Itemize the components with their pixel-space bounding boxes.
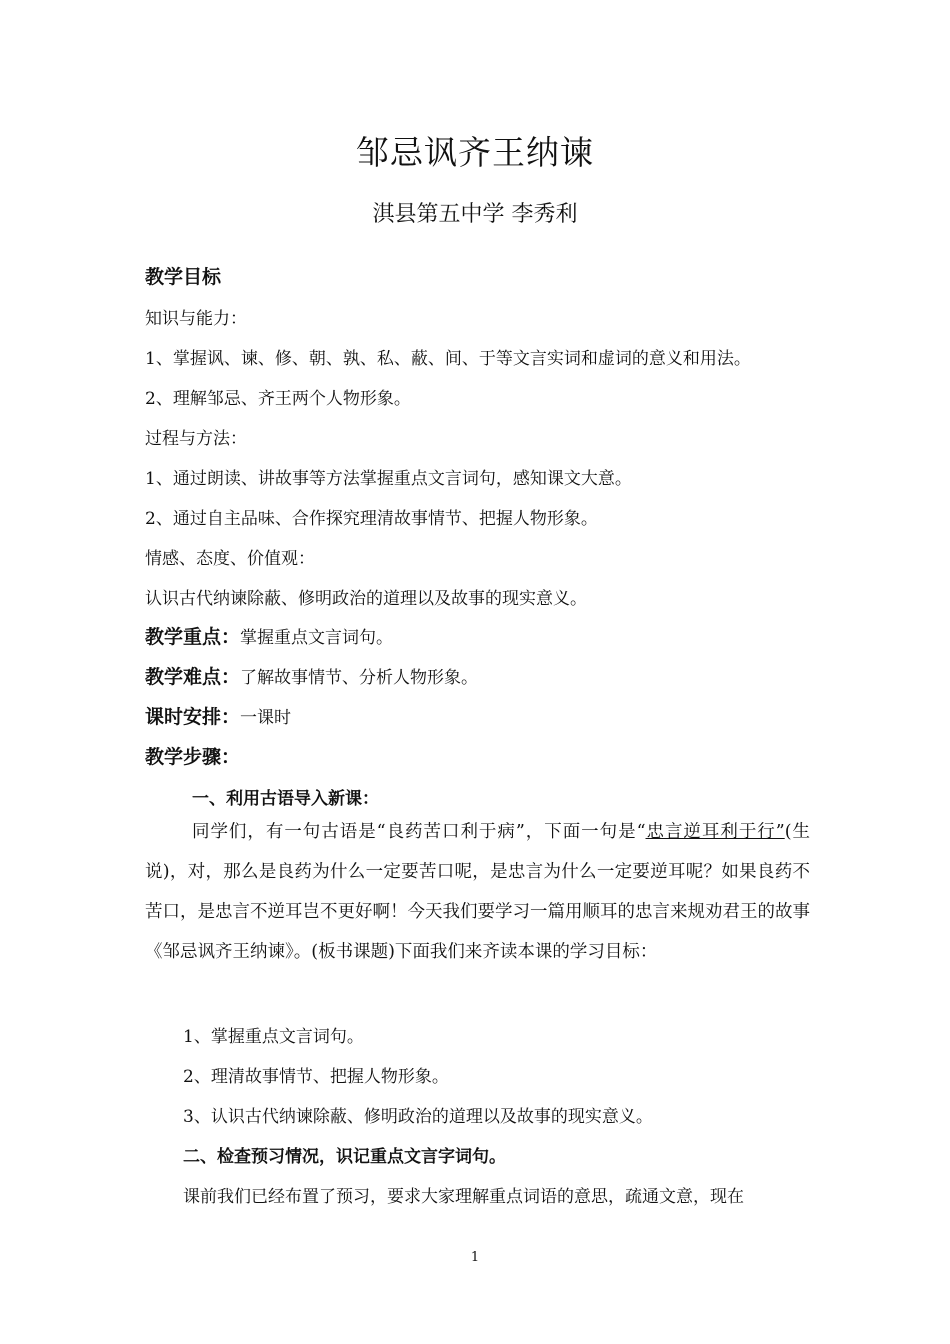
- step2-paragraph: 课前我们已经布置了预习，要求大家理解重点词语的意思，疏通文意，现在: [183, 1187, 744, 1207]
- step2-heading: 二、检查预习情况，识记重点文言字词句。: [183, 1147, 506, 1167]
- step1-para-start: 同学们，有一句古语是“良药苦口利于病”，下面一句是“: [192, 822, 646, 842]
- process-item-2: 2、通过自主品味、合作探究理清故事情节、把握人物形象。: [145, 509, 598, 529]
- knowledge-item-2: 2、理解邹忌、齐王两个人物形象。: [145, 389, 411, 409]
- page-number: 1: [470, 1250, 480, 1265]
- schedule-label: 课时安排：: [145, 706, 241, 728]
- difficulty-label: 教学难点：: [145, 666, 241, 688]
- step1-para-underlined: 忠言逆耳利于行”: [645, 822, 785, 842]
- emotion-text: 认识古代纳谏除蔽、修明政治的道理以及故事的现实意义。: [145, 589, 587, 609]
- step1-paragraph: [145, 812, 810, 972]
- goal-item-2: 2、理清故事情节、把握人物形象。: [183, 1067, 449, 1087]
- goal-item-3: 3、认识古代纳谏除蔽、修明政治的道理以及故事的现实意义。: [183, 1107, 653, 1127]
- schedule-text: 一课时: [240, 708, 292, 728]
- key-point-text: 掌握重点文言词句。: [240, 628, 394, 648]
- emotion-heading: 情感、态度、价值观：: [145, 549, 315, 569]
- document-title: 邹忌讽齐王纳谏: [356, 133, 594, 172]
- key-point-label: 教学重点：: [145, 626, 241, 648]
- difficulty-row: [145, 662, 478, 689]
- step1-heading: 一、利用古语导入新课：: [192, 789, 379, 809]
- difficulty-text: 了解故事情节、分析人物形象。: [240, 668, 479, 688]
- step1-para-end: (生说)，对，那么是良药为什么一定要苦口呢，是忠言为什么一定要逆耳呢？如果良药不苦口，是忠言不逆耳岂不更好啊！今天我们要学习一篇用顺耳的忠言来规劝君王的故事《邹忌讽齐王纳谏》。(板书课题)下面我们来齐读本课的学习目标：: [145, 822, 810, 962]
- knowledge-heading: 知识与能力：: [145, 309, 247, 329]
- author-line: 淇县第五中学 李秀利: [372, 202, 578, 227]
- knowledge-item-1: 1、掌握讽、谏、修、朝、孰、私、蔽、间、于等文言实词和虚词的意义和用法。: [145, 349, 751, 369]
- steps-heading: 教学步骤：: [145, 746, 241, 768]
- objectives-heading: 教学目标: [145, 266, 222, 288]
- key-point-row: [145, 622, 393, 649]
- process-heading: 过程与方法：: [145, 429, 247, 449]
- process-item-1: 1、通过朗读、讲故事等方法掌握重点文言词句，感知课文大意。: [145, 469, 632, 489]
- goal-item-1: 1、掌握重点文言词句。: [183, 1027, 364, 1047]
- schedule-row: [145, 702, 291, 729]
